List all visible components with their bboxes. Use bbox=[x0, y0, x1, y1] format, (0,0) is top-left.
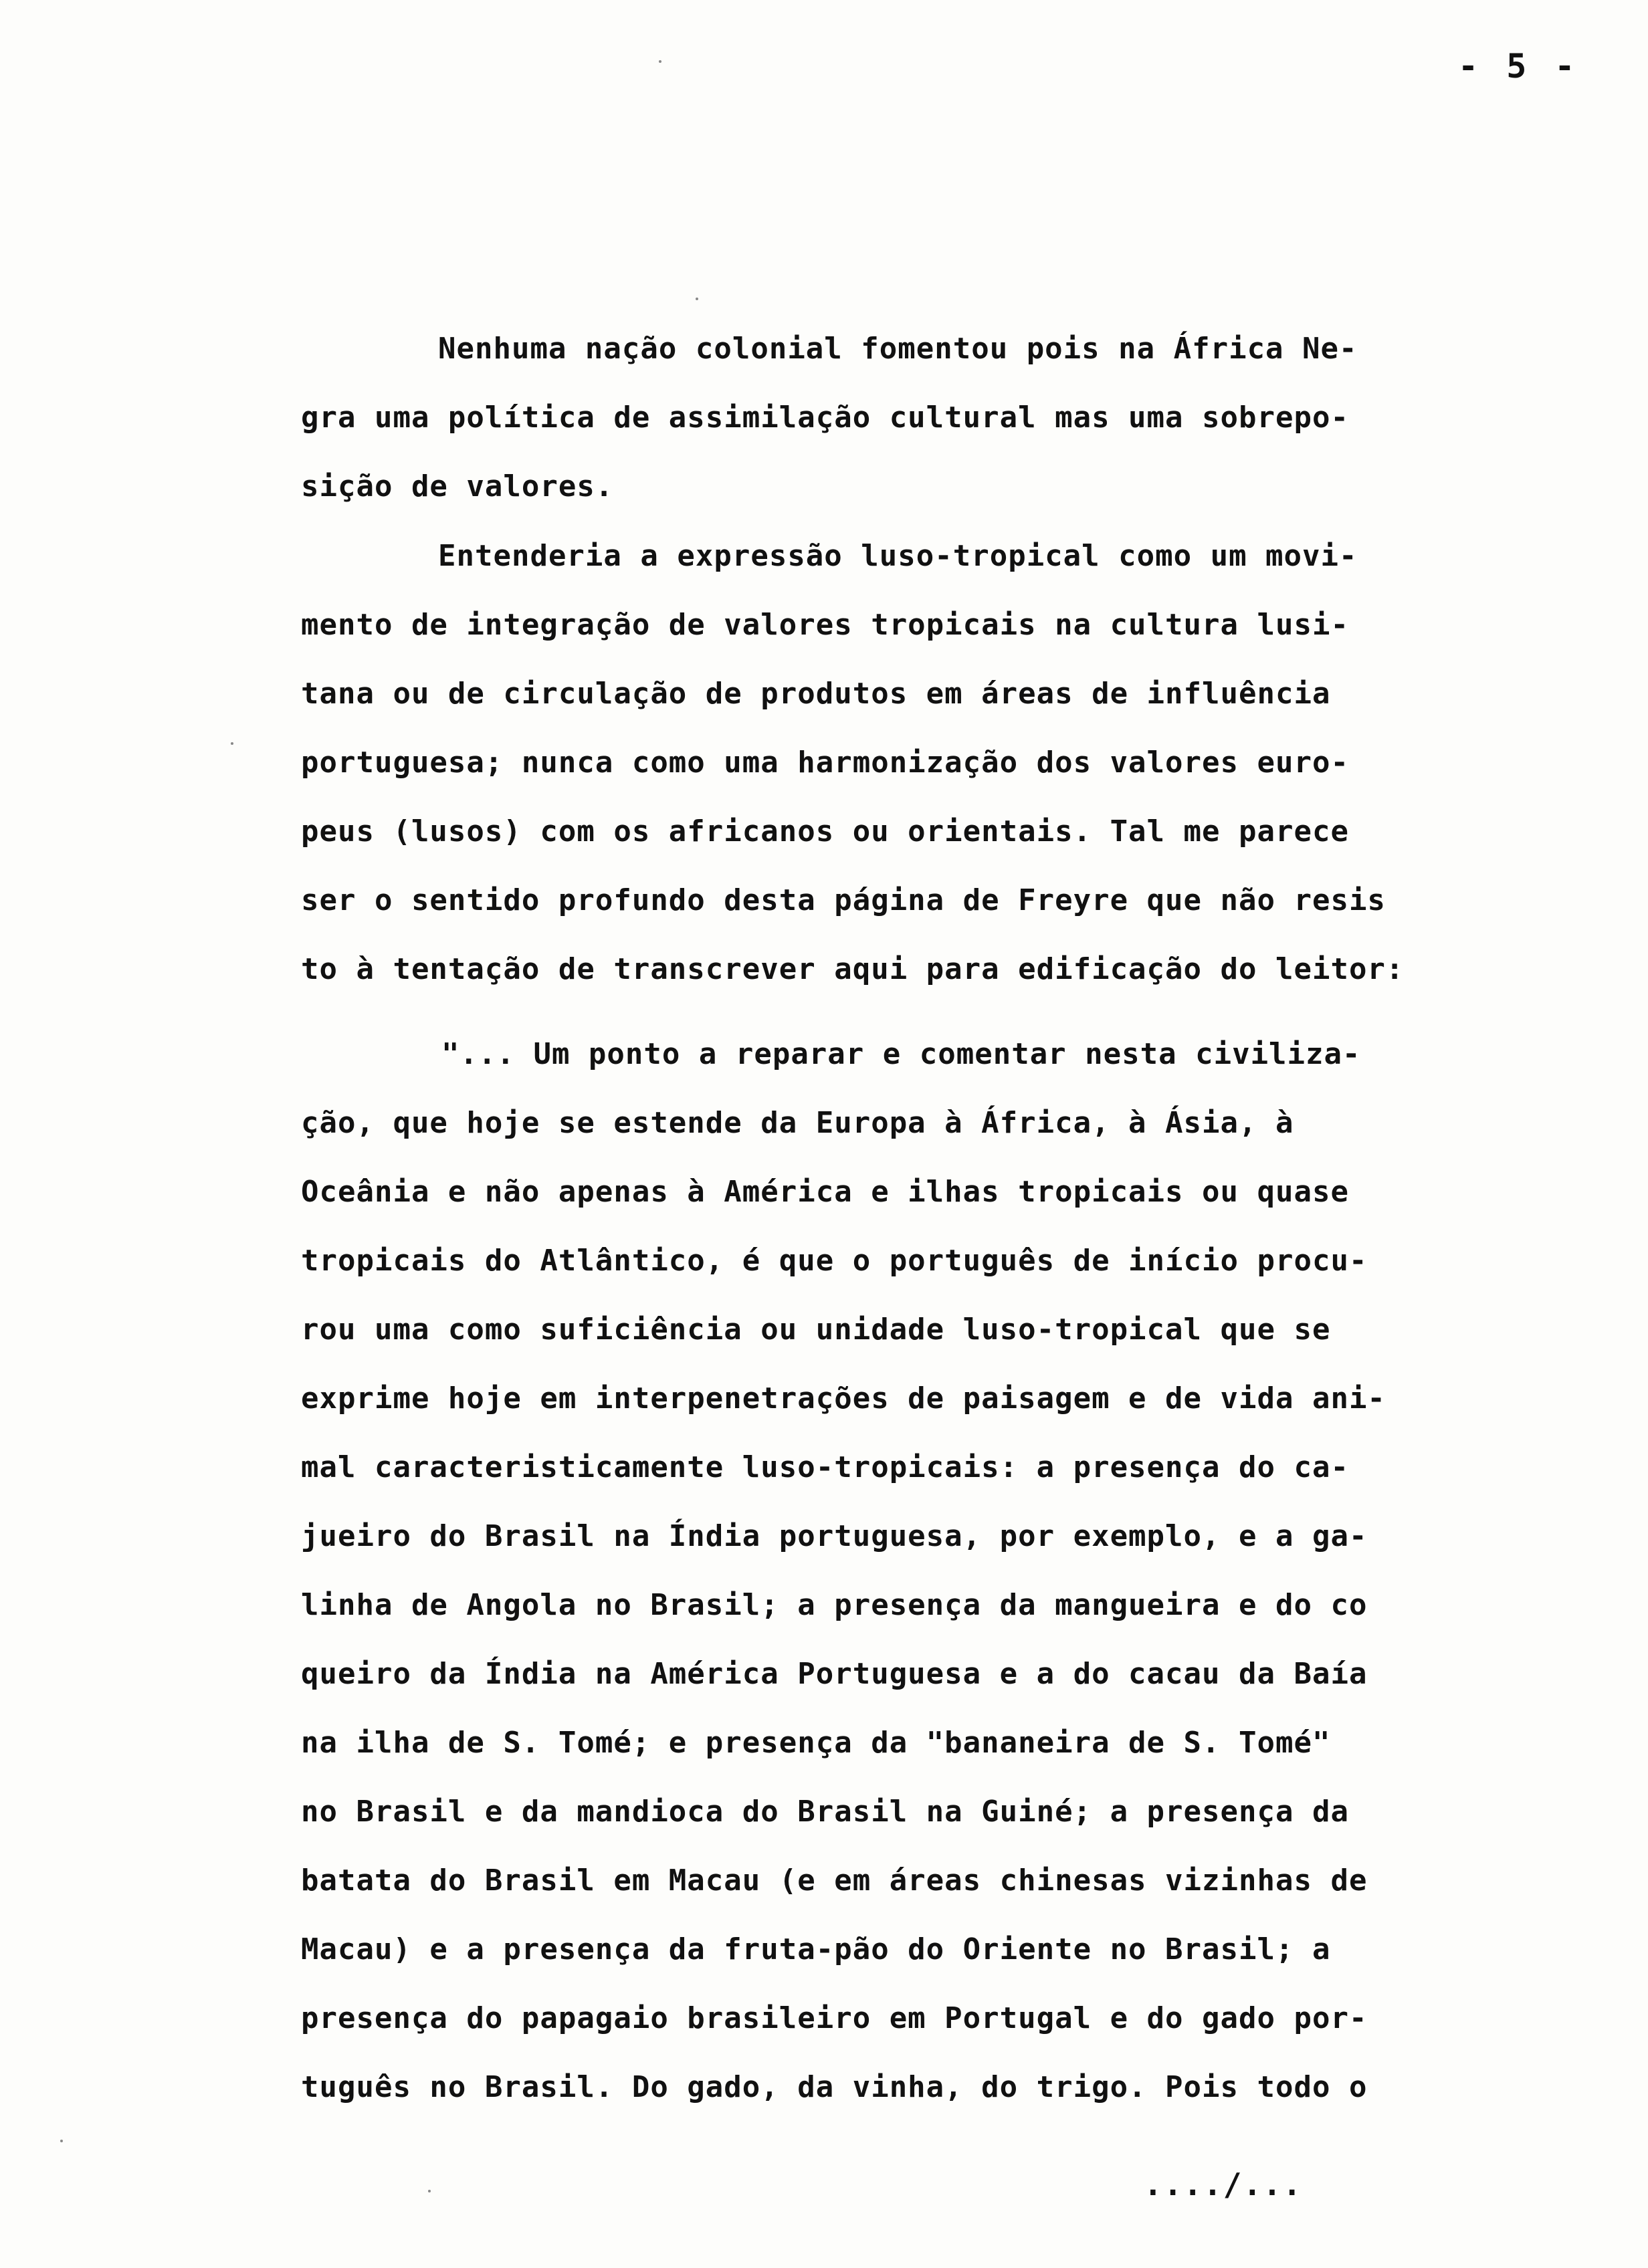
scan-speck bbox=[696, 298, 698, 300]
paragraph-line: mento de integração de valores tropicais na cultura lusi- bbox=[301, 608, 1349, 642]
paragraph-line: portuguesa; nunca como uma harmonização dos valores euro- bbox=[301, 746, 1349, 780]
quote-line: queiro da Índia na América Portuguesa e a do cacau da Baía bbox=[301, 1657, 1368, 1691]
paragraph-line: tana ou de circulação de produtos em áreas de influência bbox=[301, 677, 1331, 711]
scan-speck bbox=[659, 60, 661, 63]
scan-speck bbox=[231, 742, 233, 745]
quote-line: na ilha de S. Tomé; e presença da "bananeira de S. Tomé" bbox=[301, 1726, 1331, 1760]
quote-line: tropicais do Atlântico, é que o português de início procu- bbox=[301, 1244, 1368, 1278]
quote-line: no Brasil e da mandioca do Brasil na Guiné; a presença da bbox=[301, 1795, 1349, 1829]
quote-line: linha de Angola no Brasil; a presença da mangueira e do co bbox=[301, 1588, 1368, 1622]
quote-line: mal caracteristicamente luso-tropicais: a presença do ca- bbox=[301, 1450, 1349, 1484]
quote-line: Oceânia e não apenas à América e ilhas tropicais ou quase bbox=[301, 1175, 1349, 1209]
paragraph-line: Entenderia a expressão luso-tropical como um movi- bbox=[438, 539, 1358, 573]
paragraph-line: to à tentação de transcrever aqui para edificação do leitor: bbox=[301, 952, 1405, 986]
scan-speck bbox=[60, 2140, 63, 2142]
quote-line: "... Um ponto a reparar e comentar nesta civiliza- bbox=[441, 1037, 1361, 1071]
paragraph-2 bbox=[301, 522, 1491, 1004]
page-number: - 5 - bbox=[1458, 47, 1579, 86]
paragraph-line: Nenhuma nação colonial fomentou pois na África Ne- bbox=[438, 332, 1358, 366]
quote-line: jueiro do Brasil na Índia portuguesa, por exemplo, e a ga- bbox=[301, 1519, 1368, 1553]
quote-line: tuguês no Brasil. Do gado, da vinha, do trigo. Pois todo o bbox=[301, 2070, 1368, 2104]
quote-line: rou uma como suficiência ou unidade luso-tropical que se bbox=[301, 1313, 1331, 1347]
quote-line: batata do Brasil em Macau (e em áreas chinesas vizinhas de bbox=[301, 1863, 1368, 1898]
paragraph-line: sição de valores. bbox=[301, 469, 614, 503]
quote-line: exprime hoje em interpenetrações de paisagem e de vida ani- bbox=[301, 1381, 1386, 1415]
paragraph-line: gra uma política de assimilação cultural mas uma sobrepo- bbox=[301, 401, 1349, 435]
quote-line: presença do papagaio brasileiro em Portugal e do gado por- bbox=[301, 2001, 1368, 2035]
freyre-quotation bbox=[301, 1020, 1491, 2122]
continuation-mark: ..../... bbox=[1144, 2166, 1303, 2202]
quote-line: ção, que hoje se estende da Europa à África, à Ásia, à bbox=[301, 1106, 1294, 1140]
paragraph-1 bbox=[301, 314, 1491, 521]
scan-speck bbox=[428, 2190, 431, 2192]
paragraph-line: ser o sentido profundo desta página de Freyre que não resis bbox=[301, 883, 1386, 917]
quote-line: Macau) e a presença da fruta-pão do Oriente no Brasil; a bbox=[301, 1932, 1331, 1966]
paragraph-line: peus (lusos) com os africanos ou orientais. Tal me parece bbox=[301, 814, 1349, 848]
